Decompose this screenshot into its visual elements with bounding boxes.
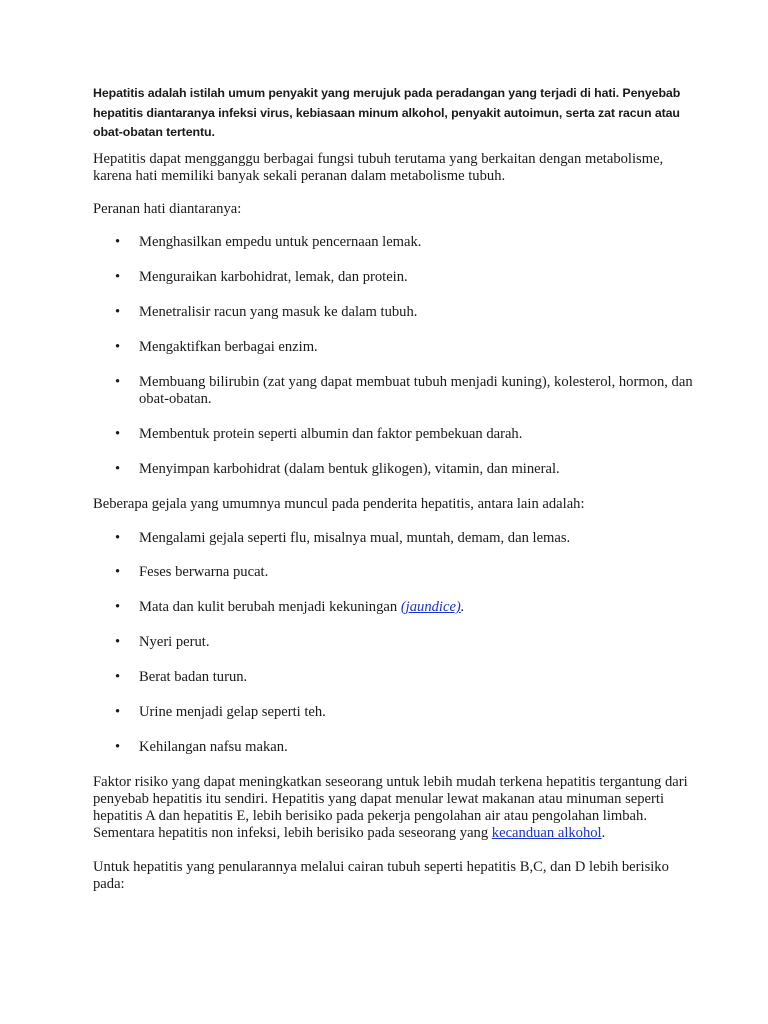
list-item: • Mengalami gejala seperti flu, misalnya mual, muntah, demam, dan lemas.: [115, 529, 571, 546]
list-item: • Nyeri perut.: [115, 634, 210, 651]
list-item: • Urine menjadi gelap seperti teh.: [115, 703, 326, 720]
paragraph-body-fluids: Untuk hepatitis yang penularannya melalui cairan tubuh seperti hepatitis B,C, dan D lebih berisiko pada:: [93, 858, 669, 892]
paragraph-risk-factors: Faktor risiko yang dapat meningkatkan seseorang untuk lebih mudah terkena hepatitis tergantung dari penyebab hepatitis itu sendiri. Hepatitis yang dapat menular lewat makanan atau minuman seperti hepatitis A dan hepatitis E, lebih berisiko pada pekerja pengolahan air atau pengolahan limbah. Sementara hepatitis non infeksi, lebih berisiko pada seseorang yang kecanduan alkohol.: [93, 773, 688, 842]
bullet-icon: •: [115, 304, 121, 321]
list-item: • Mengaktifkan berbagai enzim.: [115, 339, 318, 356]
list-item: • Kehilangan nafsu makan.: [115, 738, 288, 755]
bullet-icon: •: [115, 529, 121, 546]
list-item: • Membuang bilirubin (zat yang dapat membuat tubuh menjadi kuning), kolesterol, hormon, dan obat-obatan.: [115, 374, 693, 408]
liver-roles-list: [93, 234, 693, 478]
bullet-icon: •: [115, 703, 121, 720]
list-item: • Menguraikan karbohidrat, lemak, dan protein.: [115, 269, 408, 286]
list-item: • Menetralisir racun yang masuk ke dalam tubuh.: [115, 304, 418, 321]
bullet-icon: •: [115, 634, 121, 651]
list-item: • Berat badan turun.: [115, 669, 248, 686]
bullet-icon: •: [115, 599, 121, 616]
list-item: • Menyimpan karbohidrat (dalam bentuk glikogen), vitamin, dan mineral.: [115, 461, 560, 478]
bullet-icon: •: [115, 234, 121, 251]
document-content: [93, 84, 693, 909]
alcohol-addiction-link[interactable]: kecanduan alkohol: [491, 825, 602, 842]
bullet-icon: •: [115, 461, 121, 478]
paragraph-symptoms-heading: Beberapa gejala yang umumnya muncul pada penderita hepatitis, antara lain adalah:: [93, 496, 585, 513]
bullet-icon: •: [115, 426, 121, 443]
intro-paragraph: Hepatitis adalah istilah umum penyakit yang merujuk pada peradangan yang terjadi di hati. Penyebab hepatitis diantaranya infeksi virus, kebiasaan minum alkohol, penyakit autoimun, serta zat racun atau obat-obatan tertentu.: [93, 86, 681, 139]
bullet-icon: •: [115, 269, 121, 286]
list-item: • Menghasilkan empedu untuk pencernaan lemak.: [115, 234, 422, 251]
bullet-icon: •: [115, 738, 121, 755]
bullet-icon: •: [115, 339, 121, 356]
paragraph-liver-roles-heading: Peranan hati diantaranya:: [93, 200, 242, 217]
list-item: • Mata dan kulit berubah menjadi kekuningan (jaundice).: [115, 599, 465, 616]
list-item: • Feses berwarna pucat.: [115, 564, 269, 581]
bullet-icon: •: [115, 564, 121, 581]
jaundice-link[interactable]: (jaundice): [400, 599, 461, 616]
bullet-icon: •: [115, 669, 121, 686]
symptoms-list: [93, 530, 693, 757]
paragraph-metabolism: Hepatitis dapat mengganggu berbagai fungsi tubuh terutama yang berkaitan dengan metabolisme, karena hati memiliki banyak sekali peranan dalam metabolisme tubuh.: [93, 150, 664, 184]
bullet-icon: •: [115, 374, 121, 391]
list-item: • Membentuk protein seperti albumin dan faktor pembekuan darah.: [115, 426, 523, 443]
